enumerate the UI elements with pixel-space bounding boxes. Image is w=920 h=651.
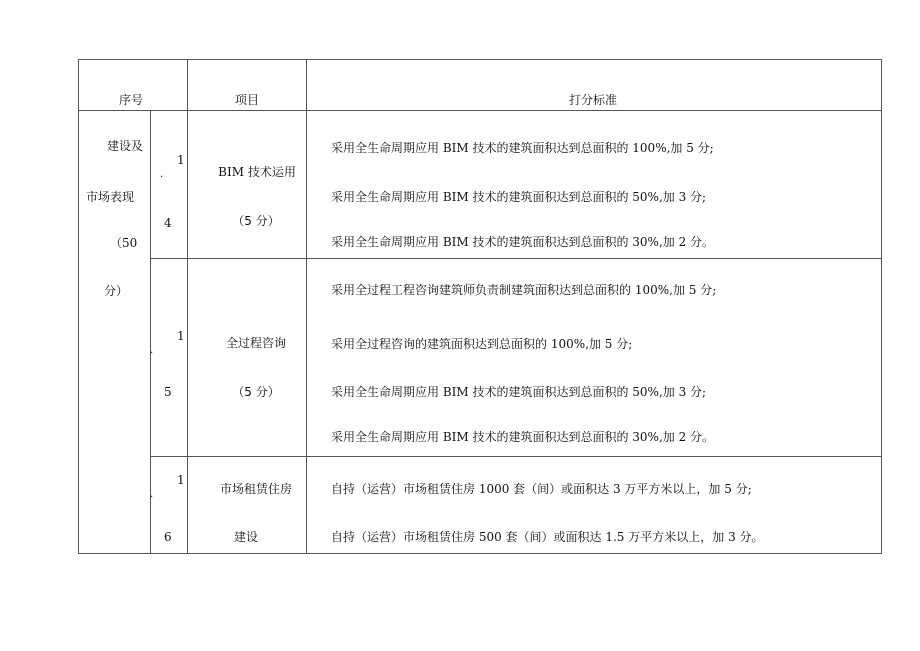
category-score: 分） xyxy=(104,284,129,298)
row-number-dot: . xyxy=(160,169,164,180)
criteria-line: 采用全生命周期应用 BIM 技术的建筑面积达到总面积的 50%,加 3 分; xyxy=(331,385,707,399)
item-title: 全过程咨询 xyxy=(225,336,287,350)
row-number-part: 1 xyxy=(177,153,185,167)
row-number-part: 6 xyxy=(164,530,172,544)
column-divider xyxy=(306,59,307,554)
criteria-line: 采用全过程咨询的建筑面积达到总面积的 100%,加 5 分; xyxy=(331,337,633,351)
item-score: （5 分） xyxy=(232,214,280,228)
criteria-line: 自持（运营）市场租赁住房 1000 套（间）或面积达 3 万平方米以上，加 5 分; xyxy=(331,482,752,496)
row-number-part: 5 xyxy=(164,385,172,399)
column-divider xyxy=(187,59,188,554)
item-title: 市场租赁住房 xyxy=(219,482,293,496)
criteria-line: 自持（运营）市场租赁住房 500 套（间）或面积达 1.5 万平方米以上，加 3 分。 xyxy=(331,530,764,544)
category-score: （50 xyxy=(110,236,138,250)
row-number-dot: . xyxy=(150,489,154,500)
header-no: 序号 xyxy=(118,93,144,107)
item-title-cont: 建设 xyxy=(233,530,259,544)
row-divider xyxy=(150,456,882,457)
row-number-part: 4 xyxy=(164,216,172,230)
criteria-line: 采用全过程工程咨询建筑师负责制建筑面积达到总面积的 100%,加 5 分; xyxy=(331,283,717,297)
row-number-dot: . xyxy=(150,345,154,356)
header-item: 项目 xyxy=(234,93,260,107)
table-border-left xyxy=(78,59,79,554)
table-border-top xyxy=(78,59,882,60)
criteria-line: 采用全生命周期应用 BIM 技术的建筑面积达到总面积的 30%,加 2 分。 xyxy=(331,235,715,249)
row-number-part: 1 xyxy=(177,329,185,343)
header-divider xyxy=(78,110,882,111)
criteria-line: 采用全生命周期应用 BIM 技术的建筑面积达到总面积的 100%,加 5 分; xyxy=(331,141,714,155)
table-border-bottom xyxy=(78,553,882,554)
item-title: BIM 技术运用 xyxy=(218,165,296,179)
row-divider xyxy=(150,258,882,259)
category-label: 建设及 xyxy=(107,139,144,153)
item-score: （5 分） xyxy=(232,385,280,399)
table-border-right xyxy=(881,59,882,554)
header-criteria: 打分标准 xyxy=(568,93,618,107)
criteria-line: 采用全生命周期应用 BIM 技术的建筑面积达到总面积的 30%,加 2 分。 xyxy=(331,430,715,444)
criteria-line: 采用全生命周期应用 BIM 技术的建筑面积达到总面积的 50%,加 3 分; xyxy=(331,190,707,204)
row-number-part: 1 xyxy=(177,473,185,487)
category-label: 市场表现 xyxy=(86,190,135,204)
